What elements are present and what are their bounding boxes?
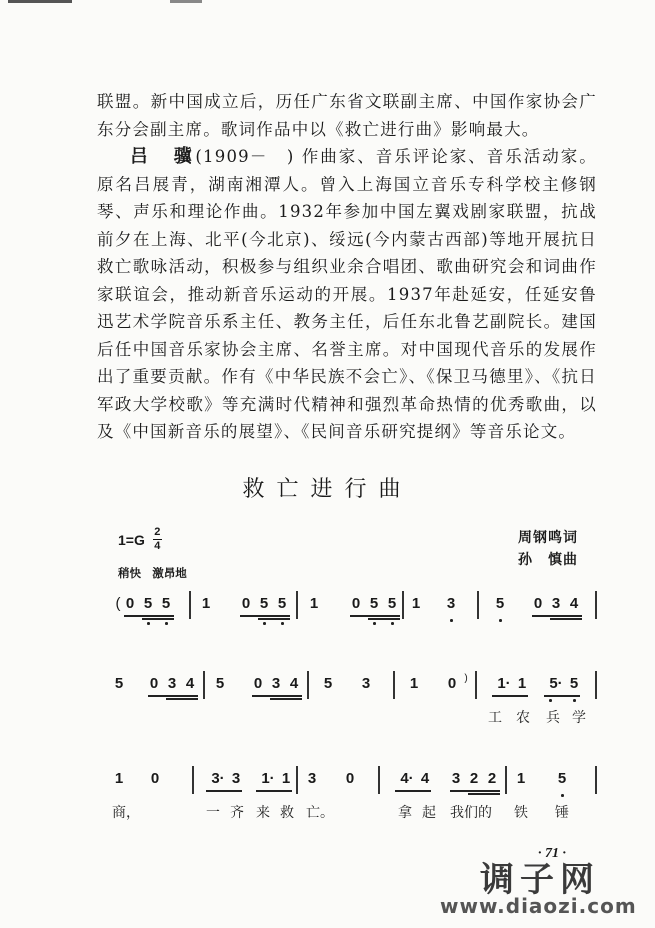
lyric: 商， xyxy=(112,805,140,821)
score-row-2 xyxy=(110,673,600,726)
note: 2 xyxy=(487,770,497,787)
note: 0 xyxy=(241,595,251,612)
note: 3 xyxy=(451,770,461,787)
note: 1 xyxy=(409,675,419,692)
note: 0 xyxy=(253,675,263,692)
note: 3 xyxy=(307,770,317,787)
lyric: 工 xyxy=(488,710,502,726)
lyric: 兵 xyxy=(546,710,560,726)
paragraph-2 xyxy=(97,143,597,446)
note: 3 xyxy=(167,675,177,692)
watermark-url: www.diaozi.com xyxy=(440,894,637,918)
note: 0 xyxy=(345,770,355,787)
note: 1 xyxy=(114,770,124,787)
note: ) xyxy=(464,673,468,684)
barline xyxy=(296,591,298,619)
note: 5 xyxy=(259,595,269,612)
biography-text xyxy=(97,88,597,446)
note: 1 xyxy=(281,770,291,787)
barline xyxy=(595,591,597,619)
note: 5 xyxy=(323,675,333,692)
note: 5 xyxy=(495,595,505,612)
paragraph-1: 联盟。新中国成立后，历任广东省文联副主席、中国作家协会广东分会副主席。歌词作品中以《救亡进行曲》影响最大。 xyxy=(97,92,597,139)
lyric: 拿 xyxy=(398,805,412,821)
composer: 孙 慎曲 xyxy=(518,552,578,568)
lyric: 齐 xyxy=(230,805,244,821)
note: 5 xyxy=(557,770,567,787)
lyric: 一 xyxy=(206,805,220,821)
note: ( xyxy=(115,595,121,612)
barline xyxy=(595,766,597,794)
lyric: 锤 xyxy=(555,805,569,821)
lyric: 亡。 xyxy=(306,805,334,821)
note: 4 xyxy=(569,595,579,612)
barline xyxy=(192,766,194,794)
barline xyxy=(505,766,507,794)
barline xyxy=(189,591,191,619)
lyric: 学 xyxy=(572,710,586,726)
key: 1=G xyxy=(118,531,145,548)
watermark-logo: 调子网 xyxy=(480,860,600,900)
lyric: 来 xyxy=(256,805,270,821)
note: 5 xyxy=(114,675,124,692)
note: 2 xyxy=(469,770,479,787)
note: 4· xyxy=(400,770,414,787)
note: 0 xyxy=(533,595,543,612)
note: 4 xyxy=(185,675,195,692)
note: 1 xyxy=(411,595,421,612)
note: 3 xyxy=(551,595,561,612)
note: 4 xyxy=(289,675,299,692)
time-bottom: 4 xyxy=(154,540,161,552)
note: 3· xyxy=(211,770,225,787)
note: 3 xyxy=(231,770,241,787)
page-number: · 71 · xyxy=(538,846,566,861)
scan-edge-mark xyxy=(170,0,202,3)
note: 5 xyxy=(215,675,225,692)
note: 1· xyxy=(497,675,511,692)
note: 0 xyxy=(351,595,361,612)
lyric: 救 xyxy=(280,805,294,821)
barline xyxy=(378,766,380,794)
score-row-3 xyxy=(110,770,600,821)
barline xyxy=(296,766,298,794)
note: 1 xyxy=(309,595,319,612)
score-row-1 xyxy=(110,595,600,635)
note: 1· xyxy=(261,770,275,787)
barline xyxy=(393,671,395,699)
barline xyxy=(595,671,597,699)
note: 5 xyxy=(369,595,379,612)
credits xyxy=(518,527,578,571)
note: 4 xyxy=(420,770,430,787)
note: 5 xyxy=(569,675,579,692)
barline xyxy=(477,591,479,619)
note: 0 xyxy=(447,675,457,692)
lyricist: 周钢鸣词 xyxy=(518,530,578,546)
barline xyxy=(203,671,205,699)
note: 3 xyxy=(271,675,281,692)
note: 0 xyxy=(125,595,135,612)
note: 5 xyxy=(387,595,397,612)
time-top: 2 xyxy=(154,526,161,538)
lyric: 我们的 xyxy=(450,805,492,821)
key-signature xyxy=(118,527,162,552)
scan-edge-mark xyxy=(8,0,72,3)
note: 0 xyxy=(150,770,160,787)
paragraph-2-body: (1909－ ) 作曲家、音乐评论家、音乐活动家。原名吕展青，湖南湘潭人。曾入上海国立音乐专科学校主修钢琴、声乐和理论作曲。1932年参加中国左翼戏剧家联盟，抗战前夕在上海、北平(今北京)、绥远(今内蒙古西部)等地开展抗日救亡歌咏活动，积极参与组织业余合唱团、歌曲研究会和词曲作家联谊会，推动新音乐运动的开展。1937年赴延安，任延安鲁迅艺术学院音乐系主任、教务主任，后任东北鲁艺副院长。建国后任中国音乐家协会主席、名誉主席。对中国现代音乐的发展作出了重要贡献。作有《中华民族不会亡》、《保卫马德里》、《抗日军政大学校歌》等充满时代精神和强烈革命热情的优秀歌曲，以及《中国新音乐的展望》、《民间音乐研究提纲》等音乐论文。 xyxy=(97,147,597,441)
note: 1 xyxy=(201,595,211,612)
time-signature xyxy=(153,527,162,552)
note: 3 xyxy=(361,675,371,692)
person-name: 吕 骥 xyxy=(130,146,196,167)
barline xyxy=(475,671,477,699)
note: 1 xyxy=(517,675,527,692)
lyric: 起 xyxy=(422,805,436,821)
barline xyxy=(402,591,404,619)
note: 5 xyxy=(143,595,153,612)
note: 0 xyxy=(149,675,159,692)
song-title: 救亡进行曲 xyxy=(242,477,413,502)
note: 5· xyxy=(549,675,563,692)
tempo-marking: 稍快 激昂地 xyxy=(118,568,187,580)
lyric: 铁 xyxy=(514,805,528,821)
lyric: 农 xyxy=(516,710,530,726)
note: 1 xyxy=(516,770,526,787)
barline xyxy=(307,671,309,699)
note: 5 xyxy=(277,595,287,612)
note: 3 xyxy=(446,595,456,612)
note: 5 xyxy=(161,595,171,612)
